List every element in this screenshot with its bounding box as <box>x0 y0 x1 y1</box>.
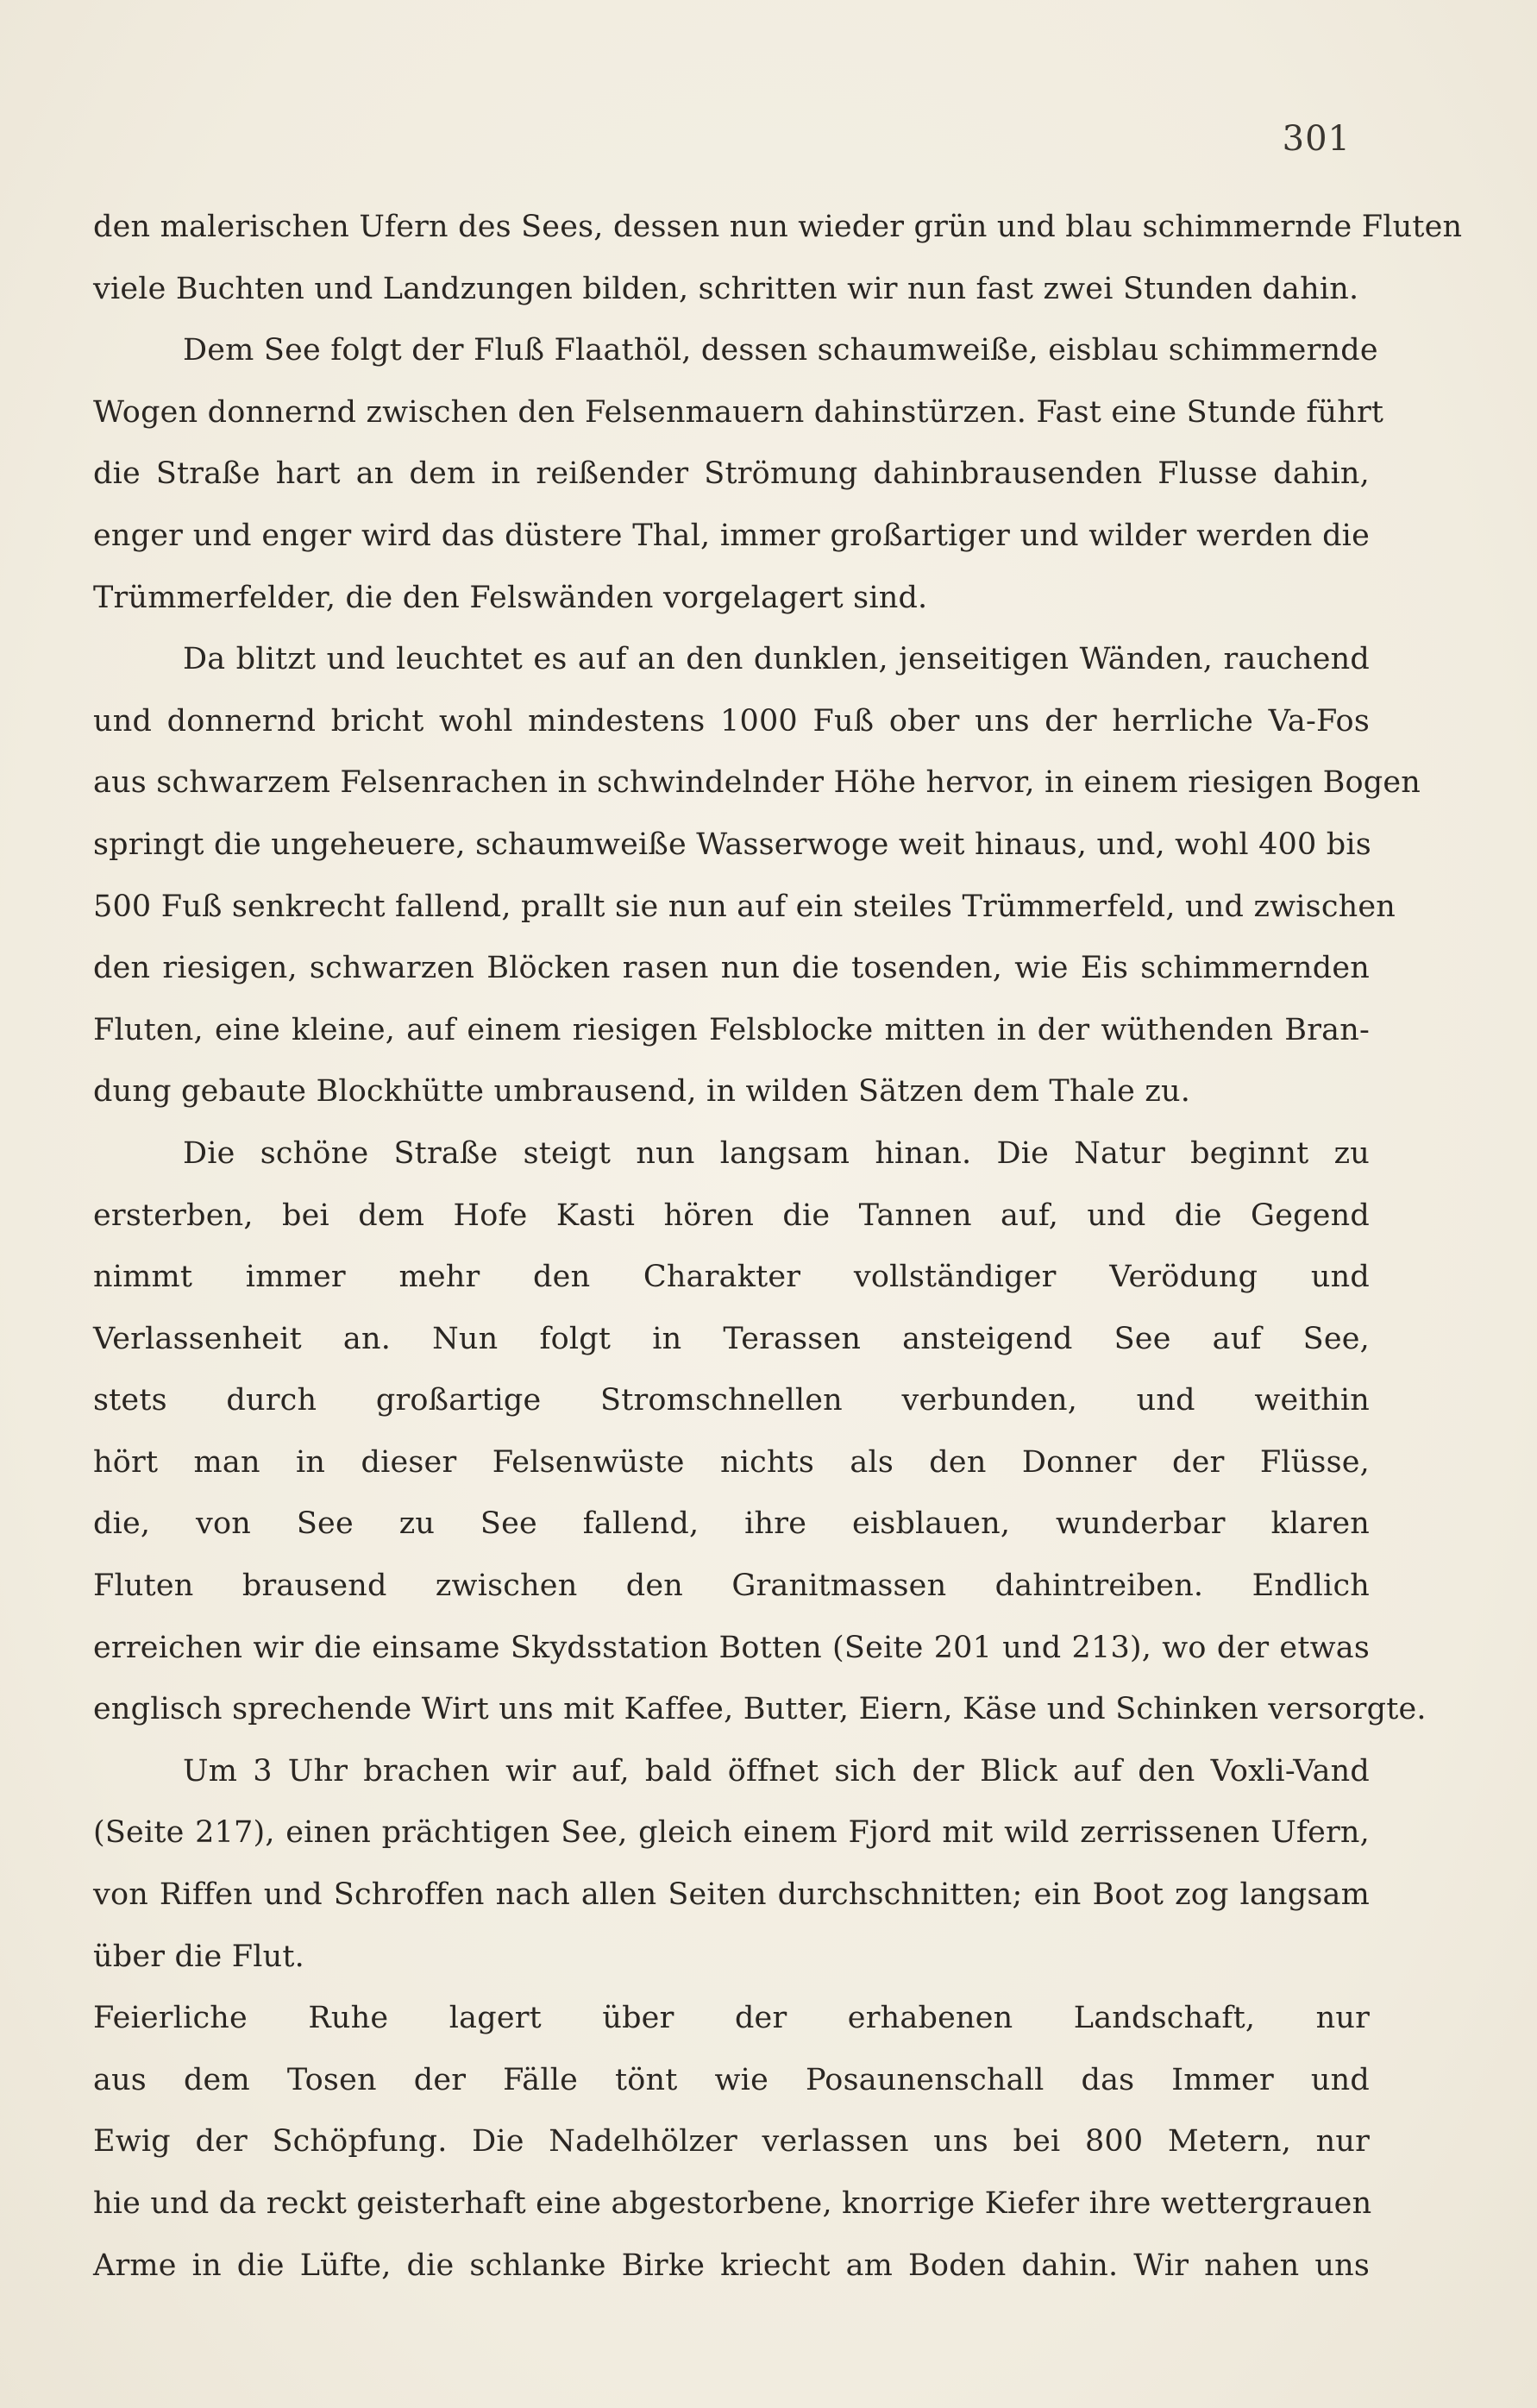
text-line: Feierliche Ruhe lagert über der erhabenen Landschaft, nur <box>93 2001 1370 2036</box>
page-number: 301 <box>1282 119 1351 159</box>
text-line: englisch sprechende Wirt uns mit Kaffee, Butter, Eiern, Käse und Schinken versorgte. <box>93 1692 1427 1727</box>
body-text <box>93 197 1463 2297</box>
text-line: stets durch großartige Stromschnellen verbunden, und weithin <box>93 1383 1370 1418</box>
text-line: Fluten brausend zwischen den Granitmassen dahintreiben. Endlich <box>93 1569 1370 1604</box>
text-line: enger und enger wird das düstere Thal, immer großartiger und wilder werden die <box>93 518 1370 553</box>
text-line: Fluten, eine kleine, auf einem riesigen Felsblocke mitten in der wüthenden Bran- <box>93 1012 1370 1047</box>
text-line: hört man in dieser Felsenwüste nichts als den Donner der Flüsse, <box>93 1444 1370 1480</box>
text-line: Da blitzt und leuchtet es auf an den dunklen, jenseitigen Wänden, rauchend <box>183 642 1370 677</box>
text-line: von Riffen und Schroffen nach allen Seiten durchschnitten; ein Boot zog langsam <box>93 1877 1370 1913</box>
text-line: die, von See zu See fallend, ihre eisblauen, wunderbar klaren <box>93 1506 1370 1542</box>
text-line: und donnernd bricht wohl mindestens 1000 Fuß ober uns der herrliche Va-Fos <box>93 703 1370 739</box>
text-line: viele Buchten und Landzungen bilden, schritten wir nun fast zwei Stunden dahin. <box>93 271 1359 306</box>
text-line: nimmt immer mehr den Charakter vollständiger Verödung und <box>93 1260 1370 1295</box>
text-line: Ewig der Schöpfung. Die Nadelhölzer verlassen uns bei 800 Metern, nur <box>93 2124 1370 2160</box>
text-line: springt die ungeheuere, schaumweiße Wasserwoge weit hinaus, und, wohl 400 bis <box>93 827 1371 862</box>
text-line: aus schwarzem Felsenrachen in schwindelnder Höhe hervor, in einem riesigen Bogen <box>93 765 1421 801</box>
text-line: Trümmerfelder, die den Felswänden vorgelagert sind. <box>93 580 928 615</box>
text-line: über die Flut. <box>93 1939 304 1974</box>
text-line: aus dem Tosen der Fälle tönt wie Posaunenschall das Immer und <box>93 2062 1370 2097</box>
text-line: 500 Fuß senkrecht fallend, prallt sie nun auf ein steiles Trümmerfeld, und zwischen <box>93 889 1396 924</box>
text-line: Arme in die Lüfte, die schlanke Birke kriecht am Boden dahin. Wir nahen uns <box>93 2248 1370 2283</box>
text-line: erreichen wir die einsame Skydsstation Botten (Seite 201 und 213), wo der etwas <box>93 1630 1370 1665</box>
text-line: den riesigen, schwarzen Blöcken rasen nun die tosenden, wie Eis schimmernden <box>93 951 1370 986</box>
text-line: Die schöne Straße steigt nun langsam hinan. Die Natur beginnt zu <box>183 1135 1370 1171</box>
text-line: dung gebaute Blockhütte umbrausend, in wilden Sätzen dem Thale zu. <box>93 1074 1191 1110</box>
text-line: den malerischen Ufern des Sees, dessen nun wieder grün und blau schimmernde Fluten <box>93 210 1463 244</box>
text-line: die Straße hart an dem in reißender Strömung dahinbrausenden Flusse dahin, <box>93 456 1370 492</box>
text-line: (Seite 217), einen prächtigen See, gleich einem Fjord mit wild zerrissenen Ufern, <box>93 1815 1370 1851</box>
text-line: Dem See folgt der Fluß Flaathöl, dessen schaumweiße, eisblau schimmernde <box>183 333 1378 368</box>
text-line: Verlassenheit an. Nun folgt in Terassen ansteigend See auf See, <box>93 1321 1370 1356</box>
text-line: hie und da reckt geisterhaft eine abgestorbene, knorrige Kiefer ihre wettergrauen <box>93 2186 1372 2221</box>
text-line: Wogen donnernd zwischen den Felsenmauern dahinstürzen. Fast eine Stunde führt <box>93 394 1384 430</box>
text-line: ersterben, bei dem Hofe Kasti hören die Tannen auf, und die Gegend <box>93 1198 1370 1233</box>
text-line: Um 3 Uhr brachen wir auf, bald öffnet sich der Blick auf den Voxli-Vand <box>183 1753 1370 1789</box>
